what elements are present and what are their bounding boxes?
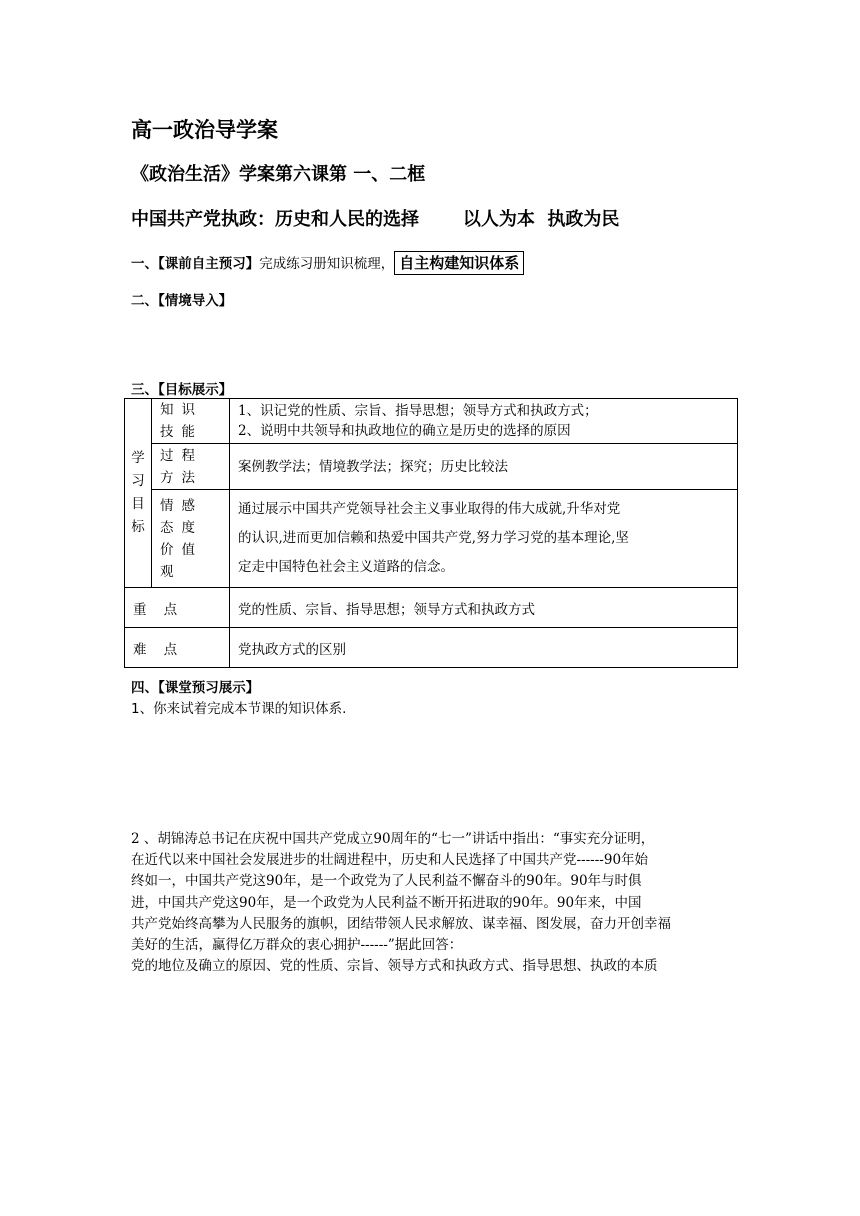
section-goals — [131, 378, 232, 398]
section-preview — [131, 251, 524, 275]
question-2: 2 、胡锦涛总书记在庆祝中国共产党成立90周年的“七一”讲话中指出：“事实充分证明， 在近代以来中国社会发展进步的壮阔进程中，历史和人民选择了中国共产党------90年始 终如一，中国共产党这90年，是一个政党为了人民利益不懈奋斗的90年。90年与时俱 进，中国共产党这90年，是一个政党为人民利益不断开拓进取的90年。90年来，中国 共产党始终高攀为人民服务的旗帜，团结带领人民求解放、谋幸福、图发展，奋力开创幸福 美好的生活，赢得亿万群众的衷心拥护------”据此回答： 党的地位及确立的原因、党的性质、宗旨、领导方式和执政方式、指导思想、执政的本质 — [131, 831, 671, 975]
row-label-knowledge: 知识技能 — [152, 399, 230, 444]
section-preview-text: 完成练习册知识梳理， — [259, 256, 395, 272]
section-class-preview-heading: 四、【课堂预习展示】 — [131, 680, 260, 696]
table-row — [125, 490, 738, 588]
table-row — [125, 399, 738, 444]
row-label-process: 过程方法 — [152, 444, 230, 490]
page-title: 高一政治导学案 — [131, 118, 278, 142]
table-row — [125, 628, 738, 668]
question-1: 1、你来试着完成本节课的知识体系. — [131, 701, 347, 717]
table-row — [125, 444, 738, 490]
row-content-process: 案例教学法；情境教学法；探究；历史比较法 — [230, 444, 738, 490]
section-situation-heading: 二、【情境导入】 — [131, 293, 233, 309]
lesson-subtitle: 《政治生活》学案第六课第 一、二框 — [131, 164, 426, 185]
difficult-point-label: 难 点 — [125, 628, 230, 668]
learning-goals-cell: 学 习 目 标 — [125, 399, 152, 588]
key-point-text: 党的性质、宗旨、指导思想；领导方式和执政方式 — [230, 588, 738, 628]
difficult-point-text: 党执政方式的区别 — [230, 628, 738, 668]
row-label-attitude: 情感态度价值观 — [152, 490, 230, 588]
goals-table — [124, 398, 738, 668]
row-content-knowledge: 1、识记党的性质、宗旨、指导思想；领导方式和执政方式； 2、说明中共领导和执政地位的确立是历史的选择的原因 — [230, 399, 738, 444]
section-goals-heading: 三、【目标展示】 — [131, 382, 233, 398]
section-class-preview — [131, 676, 259, 696]
boxed-knowledge-system: 自主构建知识体系 — [394, 251, 524, 275]
section-preview-heading: 一、【课前自主预习】 — [131, 256, 260, 272]
table-row — [125, 588, 738, 628]
key-point-label: 重 点 — [125, 588, 230, 628]
section-situation — [131, 289, 232, 309]
lesson-topic: 中国共产党执政：历史和人民的选择 以人为本 执政为民 — [131, 209, 620, 230]
row-content-attitude: 通过展示中国共产党领导社会主义事业取得的伟大成就,升华对党 的认识,进而更加信赖和热爱中国共产党,努力学习党的基本理论,坚 定走中国特色社会主义道路的信念。 — [230, 490, 738, 588]
